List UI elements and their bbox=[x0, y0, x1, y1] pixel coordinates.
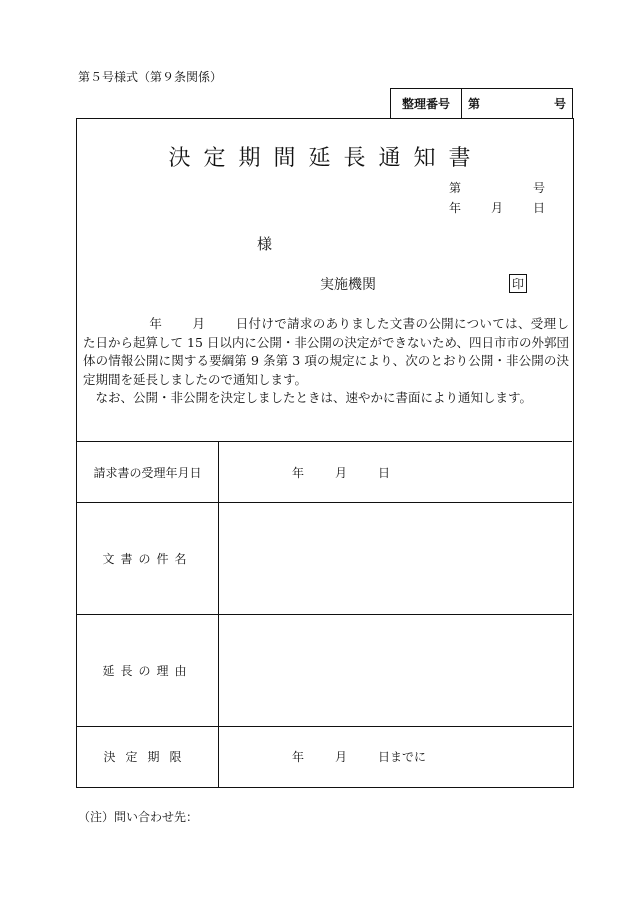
extension-reason-field[interactable] bbox=[219, 615, 573, 727]
received-month: 月 bbox=[335, 465, 348, 480]
table-row bbox=[77, 442, 572, 503]
document-name-label: 文書の件名 bbox=[77, 503, 219, 615]
doc-number-dai: 第 bbox=[449, 181, 462, 195]
body-paragraph-1-text: 日付けで請求のありました文書の公開については、受理した日から起算して 15 日以内に公開・非公開の決定ができないため、四日市市の外郭団体の情報公開に関する要綱第 9 条第 3 項の規定により、次のとおり公開・非公開の決定期間を延長しましたので通知します。 bbox=[83, 316, 569, 387]
document-title: 決定期間延長通知書 bbox=[168, 146, 484, 171]
doc-date-day: 日 bbox=[533, 201, 546, 215]
reference-number-go: 号 bbox=[553, 97, 566, 111]
notice-frame bbox=[76, 118, 574, 788]
reference-number-box bbox=[390, 88, 573, 118]
deadline-field[interactable] bbox=[219, 727, 573, 787]
doc-date-year: 年 bbox=[449, 201, 462, 215]
reference-number-label: 整理番号 bbox=[391, 89, 462, 118]
table-row bbox=[77, 727, 572, 787]
deadline-day: 日までに bbox=[378, 750, 427, 765]
body-paragraph-2: なお、公開・非公開を決定しましたときは、速やかに書面により通知します。 bbox=[95, 390, 533, 405]
notice-body bbox=[83, 315, 569, 408]
reference-number-dai: 第 bbox=[468, 97, 481, 111]
deadline-month: 月 bbox=[335, 750, 348, 765]
received-date-label: 請求書の受理年月日 bbox=[77, 442, 219, 503]
extension-reason-label: 延長の理由 bbox=[77, 615, 219, 727]
addressee-suffix: 様 bbox=[257, 235, 273, 253]
table-row bbox=[77, 503, 572, 615]
deadline-year: 年 bbox=[292, 750, 305, 765]
reference-number-field[interactable] bbox=[462, 89, 572, 118]
contact-note: （注）問い合わせ先： bbox=[78, 810, 199, 824]
doc-number-go: 号 bbox=[533, 181, 546, 195]
body-paragraph-1 bbox=[83, 315, 569, 389]
deadline-label: 決定期限 bbox=[77, 727, 219, 787]
received-year: 年 bbox=[292, 465, 305, 480]
form-reference: 第５号様式（第９条関係） bbox=[78, 70, 223, 84]
body-date-year: 年 bbox=[149, 316, 163, 331]
body-date-month: 月 bbox=[192, 316, 206, 331]
received-date-field[interactable] bbox=[219, 442, 573, 503]
received-day: 日 bbox=[378, 465, 391, 480]
details-table bbox=[77, 441, 572, 787]
implementing-agency-label: 実施機関 bbox=[320, 277, 376, 293]
document-name-field[interactable] bbox=[219, 503, 573, 615]
seal-mark: 印 bbox=[509, 274, 527, 293]
doc-date-month: 月 bbox=[491, 201, 504, 215]
table-row bbox=[77, 615, 572, 727]
